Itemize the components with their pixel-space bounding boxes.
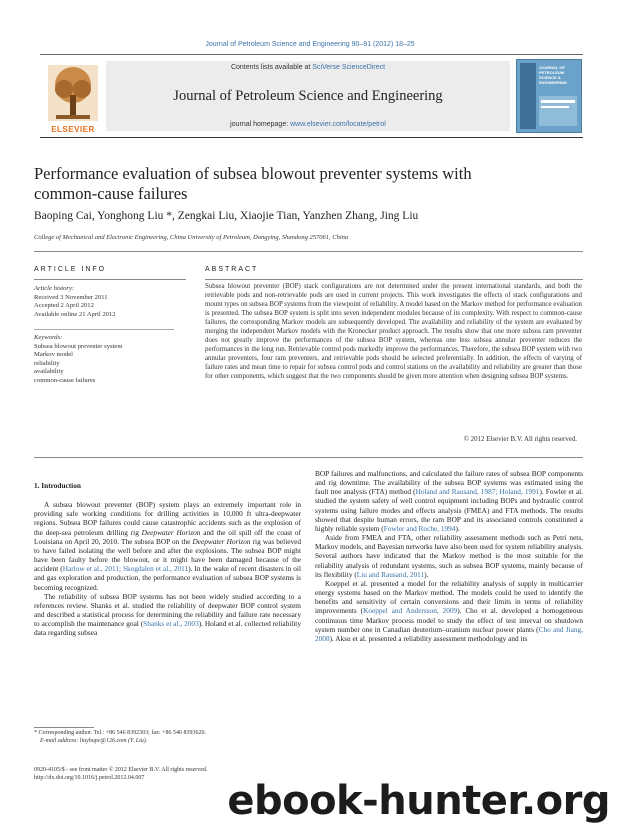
text-run: Koeppel et al. presented a model for the reliability analysis of supply in multicarrier energy systems based on the Markov method. The models could be used to identify the benefits and sensitivity of certain conversions and their limits in terms of reliability improvements (	[315, 578, 583, 616]
text-run: ). Holand et al. collected reliability data regarding subsea	[34, 619, 301, 638]
abstract-text: Subsea blowout preventer (BOP) stack configurations are not determined under the present international standards, and both the retrievable pods and non-retrievable pods are used in current projects. This work investigates the effects of stack configurations and mount types on subsea BOP systems from the viewpoint of reliability. A model based on the Markov method for performance evaluation is presented. The subsea BOP system is split into seven independent modules because of its complexity. With respect to common-cause failures, the corresponding Markov models are subsequently developed. The availability and reliability of the system are evaluated by merging the independent Markov models with the Kronecker product approach. The results show that one more subsea ram preventer does not greatly improve the performances of the subsea BOP system, whereas one less subsea annular preventer reduces the performances in the long run. Retrievable control pods markedly improve the performances. Therefore, the subsea BOP system with two annular preventers, four ram preventers, and retrievable pods should be selected preferentially. In addition, the effects of varying of failure rates and mean time to repair for subsea control pods and control stations on the availability and reliability are greater than those for other components, which suggest that the two components should be given more attention when designing subsea BOP systems.	[205, 283, 582, 380]
text-run: The reliability of subsea BOP systems has not been widely studied according to a references review. Shanks et al. studied the reliability of deepwater BOP control system and described a statistical process for determining the reliability and failure rate necessary to accomplish the maintenance goal (	[34, 591, 301, 629]
italic-run: Deepwater Horizon	[141, 527, 201, 537]
keywords-label: Keywords:	[34, 334, 63, 341]
watermark: ebook-hunter.org	[227, 778, 610, 824]
body-column-right	[315, 469, 583, 643]
divider-info	[34, 279, 186, 280]
article-info-heading: ARTICLE INFO	[34, 266, 107, 273]
history-item: Available online 21 April 2012	[34, 310, 116, 318]
citation-link[interactable]: Liu and Rausand, 2011	[356, 569, 425, 579]
journal-reference[interactable]: Journal of Petroleum Science and Engineering 90–91 (2012) 18–25	[205, 41, 415, 48]
contents-prefix: Contents lists available at	[230, 64, 313, 71]
citation-link[interactable]: Cho and Jiang, 2008	[315, 624, 583, 643]
elsevier-tree-logo	[42, 59, 104, 129]
divider-top	[34, 251, 583, 252]
contents-line	[106, 64, 510, 71]
divider-abstract	[205, 279, 583, 280]
body-column-left	[34, 481, 301, 638]
right-paragraph-1	[315, 469, 583, 533]
keyword-item: common-cause failures	[34, 376, 96, 384]
text-run: A subsea blowout preventer (BOP) system plays an extremely important role in providing safe working conditions for drilling activities in 10,000 ft ultra-deepwater regions. Subsea BOP failures could cause catastrophic accidents such as the explosion of the deep-sea petroleum drilling rig	[34, 500, 301, 537]
footnote	[34, 730, 301, 745]
text-run: ). Cho et al. developed a homogeneous continuous time Markov process model to study the effect of test interval on shutdown system number one in Canadian deuterium–uranium nuclear power plants (	[315, 606, 583, 634]
text-run: rig was believed to have failed isolating the well before and after the explosions. The subsea BOP might have been faulty before the blowout, or it might have been damaged because of the accident (	[34, 536, 301, 574]
text-run: ). Aksu et al. presented a reliability assessment methodology and its	[329, 633, 528, 643]
intro-paragraph-1	[34, 500, 301, 592]
citation-link[interactable]: Koeppel and Andersson, 2009	[363, 606, 458, 616]
footnote-rule	[34, 727, 94, 728]
article-info	[34, 285, 174, 385]
section-heading-introduction: 1. Introduction	[34, 481, 81, 490]
text-run: and the oil spill off the coast of Louisiana on April 20, 2010. The subsea BOP on the	[34, 527, 301, 546]
journal-masthead	[40, 54, 583, 138]
history-item: Received 3 November 2011	[34, 293, 108, 301]
keyword-item: reliability	[34, 359, 60, 367]
title-line-1: Performance evaluation of subsea blowout preventer systems with	[34, 164, 472, 183]
author-list: Baoping Cai, Yonghong Liu *, Zengkai Liu, Xiaojie Tian, Yanzhen Zhang, Jing Liu	[34, 210, 419, 222]
homepage-link[interactable]: www.elsevier.com/locate/petrol	[290, 121, 386, 128]
homepage-line	[106, 121, 510, 128]
citation-link[interactable]: Holand and Rausand, 1987; Holand, 1991	[415, 487, 540, 497]
keyword-item: availability	[34, 368, 64, 375]
history-label: Article history:	[34, 285, 75, 292]
history-item: Accepted 2 April 2012	[34, 302, 94, 309]
divider-body	[34, 457, 583, 458]
text-run: ). In the wake of recent disasters in oil and gas exploration and production, the performance evaluation of subsea BOP systems is becoming recognized.	[34, 564, 301, 592]
issn-line: 0920-4105/$ - see front matter © 2012 Elsevier B.V. All rights reserved.	[34, 767, 208, 773]
sciencedirect-link[interactable]: SciVerse ScienceDirect	[312, 64, 386, 71]
right-paragraph-3	[315, 579, 583, 643]
citation-link[interactable]: Shanks et al., 2003	[143, 619, 199, 629]
journal-header-box	[106, 61, 510, 131]
text-run: ). Fowler et al. studied the system safety of well control equipment including BOPs and hydraulic control systems using failure modes and effects analysis (FMEA) and FTA methods. The results showed that despite human errors, the ram BOP and its associated controls constituted a highly reliable system (	[315, 487, 583, 533]
cover-title: JOURNAL OF PETROLEUM SCIENCE & ENGINEERING	[539, 65, 568, 85]
journal-name: Journal of Petroleum Science and Engineering	[173, 88, 443, 104]
journal-cover-image	[516, 59, 582, 133]
doi-link[interactable]: http://dx.doi.org/10.1016/j.petrol.2012.04.007	[34, 775, 145, 781]
abstract-copyright: © 2012 Elsevier B.V. All rights reserved.	[463, 436, 577, 443]
text-run: BOP failures and malfunctions, and calculated the failure rates of subsea BOP components and rig downtime. The availability of the subsea BOP systems was estimated using the fault tree analysis (FTA) method (	[315, 469, 583, 497]
affiliation: College of Mechanical and Electronic Engineering, China University of Petroleum, Dongying, Shandong 257061, China	[34, 234, 349, 241]
info-divider	[34, 319, 174, 330]
citation-link[interactable]: Harlow et al., 2011; Skogdalen et al., 2011	[62, 564, 189, 574]
italic-run: Deepwater Horizon	[192, 536, 251, 546]
footnote-email: E-mail address: liuyhupc@126.com (Y. Liu).	[40, 737, 148, 744]
elsevier-wordmark: ELSEVIER	[51, 125, 95, 134]
keyword-item: Markov model	[34, 351, 74, 358]
keyword-item: Subsea blowout preventer system	[34, 342, 123, 350]
right-paragraph-2	[315, 533, 583, 579]
text-run: ).	[455, 523, 460, 533]
article-title	[34, 164, 584, 204]
text-run: Aside from FMEA and FTA, other reliability assessment methods such as Petri nets, Markov models, and Bayesian networks have also been used for system reliability analysis. Several authors have indicated that the Markov method is the most suitable for the reliability analysis of redundant systems, such as subsea BOP systems, mainly because of its flexibility (	[315, 533, 583, 579]
citation-link[interactable]: Fowler and Roche, 1994	[383, 523, 456, 533]
text-run: ).	[424, 569, 429, 579]
abstract-heading: ABSTRACT	[205, 266, 259, 273]
intro-paragraph-2	[34, 592, 301, 638]
footnote-corresponding-author: * Corresponding author. Tel.: +86 546 8392303; fax: +86 546 8393620.	[34, 730, 207, 736]
homepage-prefix: journal homepage:	[230, 121, 291, 128]
title-line-2: common-cause failures	[34, 184, 188, 203]
